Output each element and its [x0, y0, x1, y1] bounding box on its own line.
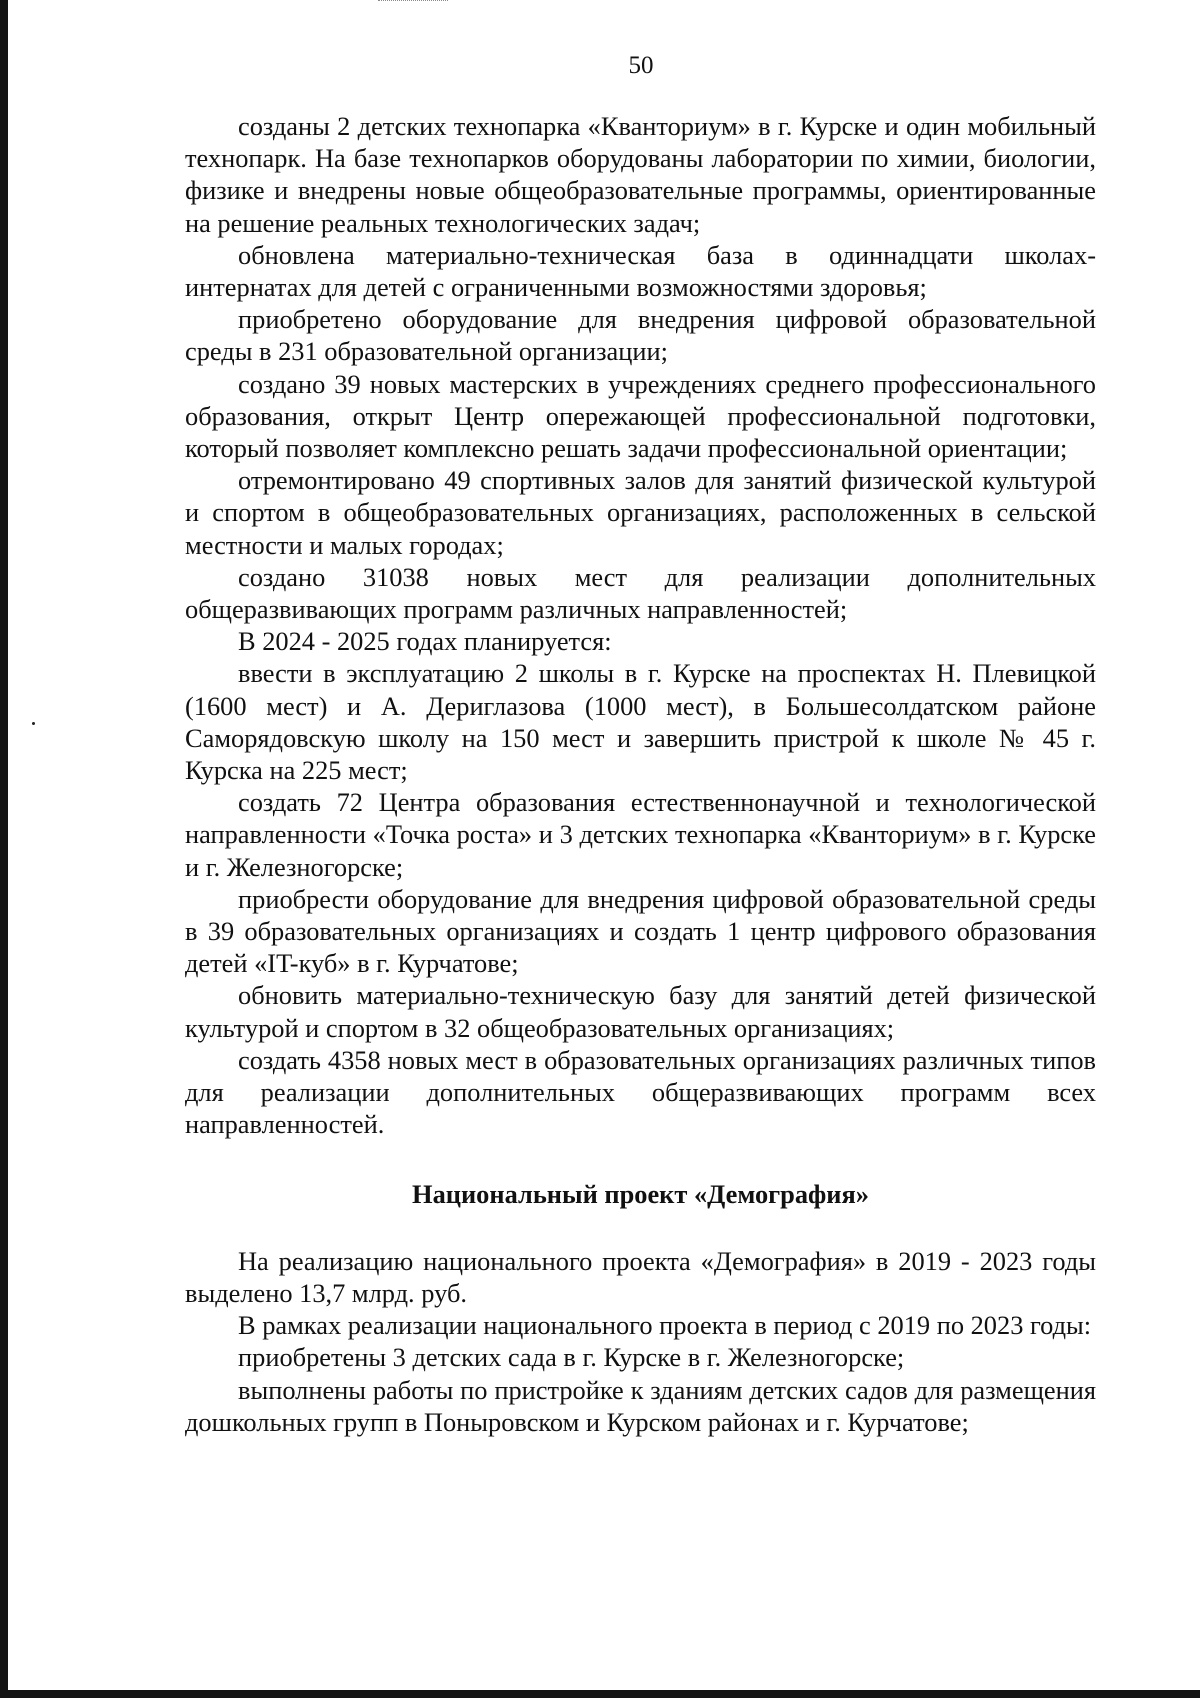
paragraph: приобретены 3 детских сада в г. Курске в г. Железногорске;: [238, 1342, 905, 1373]
paragraph: создано 31038 новых мест для реализации дополнительных общеразвивающих программ различных направленностей;: [185, 561, 1096, 625]
paragraph: отремонтировано 49 спортивных залов для занятий физической культурой и спортом в общеобразовательных организациях, расположенных в сельской местности и малых городах;: [185, 465, 1096, 560]
paragraph: созданы 2 детских технопарка «Кванториум» в г. Курске и один мобильный технопарк. На базе технопарков оборудованы лаборатории по химии, биологии, физике и внедрены новые общеобразовательные программы, ориентированные на решение реальных технологических задач;: [185, 111, 1096, 238]
paragraph: приобрести оборудование для внедрения цифровой образовательной среды в 39 образовательных организациях и создать 1 центр цифрового образования детей «IT-куб» в г. Курчатове;: [185, 883, 1096, 979]
paragraph: В 2024 - 2025 годах планируется:: [238, 626, 612, 657]
scan-dot: [32, 722, 35, 725]
paragraph: приобретено оборудование для внедрения цифровой образовательной среды в 231 образовательной организации;: [185, 304, 1096, 367]
page-number: 50: [628, 52, 654, 79]
section-heading: Национальный проект «Демография»: [412, 1178, 869, 1209]
paragraph: В рамках реализации национального проекта в период с 2019 по 2023 годы:: [238, 1310, 1092, 1341]
scan-marks: [378, 0, 448, 4]
paragraph: создать 72 Центра образования естественнонаучной и технологической направленности «Точка роста» и 3 детских технопарка «Кванториум» в г. Курске и г. Железногорске;: [185, 787, 1096, 882]
paragraph: обновить материально-техническую базу для занятий детей физической культурой и спортом в 32 общеобразовательных организациях;: [185, 980, 1096, 1043]
paragraph: выполнены работы по пристройке к зданиям детских садов для размещения дошкольных групп в Поныровском и Курском районах и г. Курчатове;: [185, 1374, 1096, 1437]
paragraph: ввести в эксплуатацию 2 школы в г. Курске на проспектах Н. Плевицкой (1600 мест) и А. Дериглазова (1000 мест), в Большесолдатском районе Саморядовскую школу на 150 мест и завершить пристрой к школе № 45 г. Курска на 225 мест;: [185, 658, 1096, 786]
paragraph: На реализацию национального проекта «Демография» в 2019 - 2023 годы выделено 13,7 млрд. руб.: [185, 1245, 1096, 1308]
paragraph: создать 4358 новых мест в образовательных организациях различных типов для реализации дополнительных общеразвивающих программ всех направленностей.: [185, 1044, 1096, 1140]
paragraph: обновлена материально-техническая база в одиннадцати школах-интернатах для детей с ограниченными возможностями здоровья;: [185, 239, 1096, 303]
document-body: [185, 110, 1096, 1438]
paragraph: создано 39 новых мастерских в учреждениях среднего профессионального образования, открыт Центр опережающей профессиональной подготовки, который позволяет комплексно решать задачи профессиональной ориентации;: [185, 368, 1096, 464]
